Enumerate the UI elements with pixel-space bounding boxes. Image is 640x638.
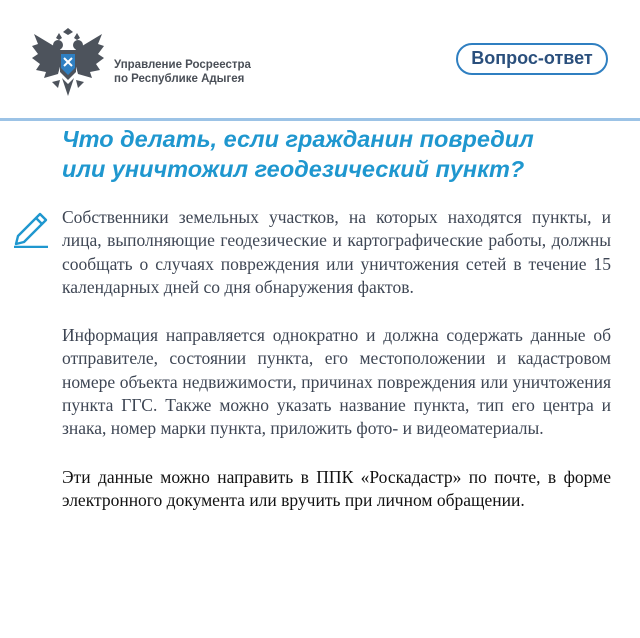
eagle-emblem-icon: [30, 28, 106, 100]
title-line-1: Что делать, если гражданин повредил: [62, 126, 534, 152]
paragraph-1: Собственники земельных участков, на которых находятся пункты, и лица, выполняющие геодезические и картографические работы, должны сообщать о случаях повреждения или уничтожения сетей в течение 15 календарных дней со дня обнаружения фактов.: [62, 207, 611, 297]
page-title: [62, 124, 622, 184]
header-divider: [0, 118, 640, 121]
pencil-icon: [12, 210, 50, 248]
paragraph-2: Информация направляется однократно и должна содержать данные об отправителе, состоянии пункта, его местоположении и кадастровом номере объекта недвижимости, причинах повреждения или уничтожения пункта ГГС. Также можно указать название пункта, тип его центра и знака, номер марки пункта, приложить фото- и видеоматериалы.: [62, 325, 611, 439]
qa-badge: Вопрос-ответ: [456, 43, 608, 75]
article-body: [62, 206, 611, 537]
header: [0, 0, 640, 120]
org-line-1: Управление Росреестра: [114, 59, 251, 71]
org-line-2: по Республике Адыгея: [114, 73, 245, 85]
paragraph-3: Эти данные можно направить в ППК «Роскадастр» по почте, в форме электронного документа или вручить при личном обращении.: [62, 466, 611, 510]
title-line-2: или уничтожил геодезический пункт?: [62, 156, 525, 182]
organization-name: [114, 58, 251, 86]
